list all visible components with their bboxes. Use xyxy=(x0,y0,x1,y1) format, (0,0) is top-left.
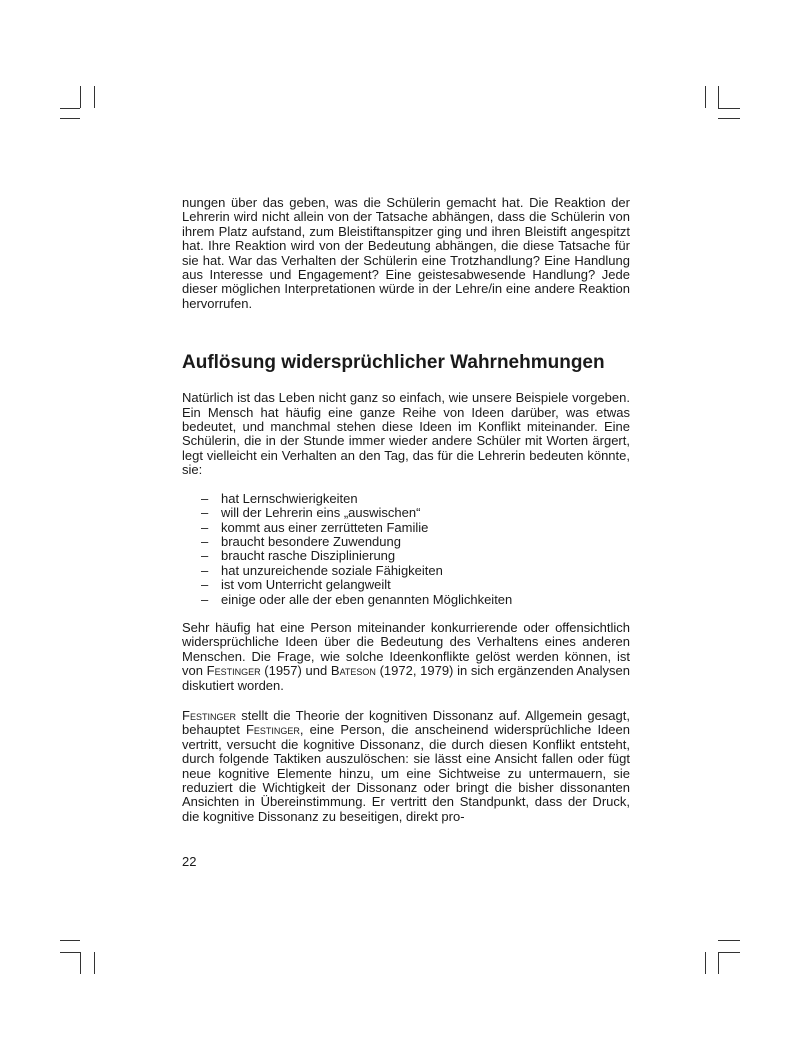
dash-marker: – xyxy=(201,577,209,593)
text-run: (1957) und xyxy=(260,663,331,679)
crop-mark xyxy=(718,952,719,974)
list-item xyxy=(201,492,630,506)
author-name: Bateson xyxy=(330,663,376,679)
author-name: Festinger xyxy=(245,722,300,738)
list-item xyxy=(201,578,630,592)
crop-mark xyxy=(60,940,80,941)
crop-mark xyxy=(718,108,740,109)
list-item-text: kommt aus einer zerrütteten Familie xyxy=(221,519,429,535)
crop-mark xyxy=(718,940,740,941)
bullet-list xyxy=(182,492,630,607)
crop-mark xyxy=(705,86,706,108)
list-item-text: braucht besondere Zuwendung xyxy=(221,533,401,549)
author-name: Festinger xyxy=(206,663,261,679)
crop-mark xyxy=(718,118,740,119)
crop-mark xyxy=(718,86,719,108)
dash-marker: – xyxy=(201,562,209,578)
section-heading: Auflösung widersprüchlicher Wahrnehmungen xyxy=(182,352,605,374)
text-run: , eine Person, die anscheinend widersprüchliche Ideen vertritt, versucht die kognitive Dissonanz, die durch diesen Konflikt entsteht, durch folgende Taktiken auszulöschen: sie lässt eine Ansicht fallen oder fügt neue kognitive Elemente hinzu, um eine Sichtweise zu untermauern, sie reduziert die Wichtigkeit der Dissonanz oder bringt die bisher dissonanten Ansichten in Übereinstimmung. Er vertritt den Standpunkt, dass der Druck, die kognitive Dissonanz zu beseitigen, direkt pro- xyxy=(182,722,630,824)
crop-mark xyxy=(80,952,81,974)
dash-marker: – xyxy=(201,519,209,535)
list-item xyxy=(201,521,630,535)
crop-mark xyxy=(94,952,95,974)
body-paragraph: Natürlich ist das Leben nicht ganz so einfach, wie unsere Beispiele vorgeben. Ein Mensch hat häufig eine ganze Reihe von Ideen darüber, was etwas bedeutet, und manchmal stehen diese Ideen im Konflikt miteinander. Eine Schülerin, die in der Stunde immer wieder andere Schüler mit Worten ärgert, legt vielleicht ein Verhalten an den Tag, das für die Lehrerin bedeuten könnte, sie: xyxy=(182,390,630,478)
list-item-text: hat unzureichende soziale Fähigkeiten xyxy=(221,562,443,578)
list-item xyxy=(201,506,630,520)
list-item xyxy=(201,564,630,578)
body-paragraph: nungen über das geben, was die Schülerin gemacht hat. Die Reaktion der Lehrerin wird nicht allein von der Tatsache abhängen, dass die Schülerin von ihrem Platz aufstand, zum Bleistiftanspitzer ging und ihren Bleistift angespitzt hat. Ihre Reaktion wird von der Bedeutung abhängen, die diese Tatsache für sie hat. War das Verhalten der Schülerin eine Trotzhandlung? Eine Handlung aus Interesse und Engagement? Eine geistesabwesende Handlung? Jede dieser möglichen Interpretationen würde in der Lehre/in eine andere Reaktion hervorrufen. xyxy=(182,195,630,311)
dash-marker: – xyxy=(201,548,209,564)
crop-mark xyxy=(705,952,706,974)
crop-mark xyxy=(718,952,740,953)
page-content xyxy=(182,196,630,824)
dash-marker: – xyxy=(201,505,209,521)
crop-mark xyxy=(80,86,81,108)
list-item-text: ist vom Unterricht gelangweilt xyxy=(221,577,391,593)
list-item xyxy=(201,593,630,607)
crop-mark xyxy=(60,108,80,109)
crop-mark xyxy=(60,118,80,119)
body-paragraph xyxy=(182,709,630,824)
page-number: 22 xyxy=(182,854,197,869)
list-item-text: braucht rasche Disziplinierung xyxy=(221,548,396,564)
text-run: Sehr häufig hat eine Person miteinander konkurrierende oder offensichtlich widersprüchliche Ideen über die Bedeutung des Verhaltens eines anderen Menschen. Die Frage, wie solche Ideenkonflikte gelöst werden können, ist von xyxy=(182,619,630,679)
dash-marker: – xyxy=(201,490,209,506)
body-paragraph xyxy=(182,621,630,693)
dash-marker: – xyxy=(201,533,209,549)
list-item-text: hat Lernschwierigkeiten xyxy=(221,490,358,506)
list-item xyxy=(201,535,630,549)
crop-mark xyxy=(60,952,80,953)
list-item xyxy=(201,549,630,563)
author-name: Festinger xyxy=(182,707,236,723)
dash-marker: – xyxy=(201,591,209,607)
crop-mark xyxy=(94,86,95,108)
text-run: (1972, 1979) in sich ergänzenden Analysen diskutiert worden. xyxy=(182,663,630,693)
list-item-text: einige oder alle der eben genannten Möglichkeiten xyxy=(221,591,513,607)
text-run: stellt die Theorie der kognitiven Dissonanz auf. Allgemein gesagt, behauptet xyxy=(182,707,630,738)
list-item-text: will der Lehrerin eins „auswischen“ xyxy=(221,505,421,521)
